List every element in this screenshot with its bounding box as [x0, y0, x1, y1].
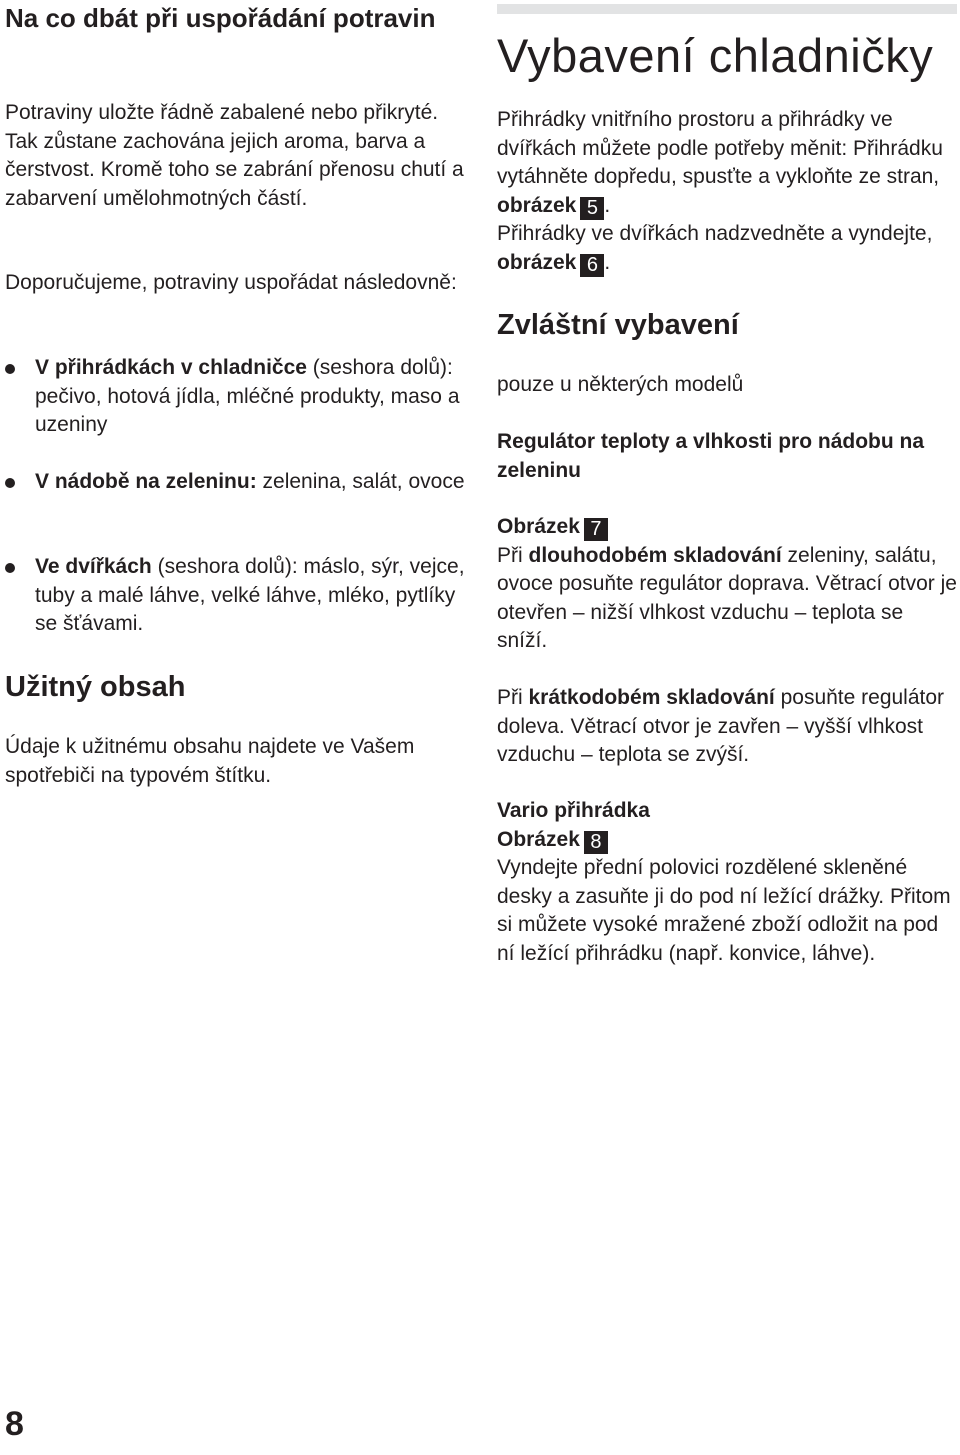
shelves-text: Přihrádky vnitřního prostoru a přihrádky ve dvířkách můžete podle potřeby měnit: Přihrádku vytáhněte dopředu, spusťte a vykloňte ze stran, obrázek 5 . — [497, 108, 943, 219]
figure-number-badge: 7 — [584, 518, 608, 541]
list-item — [5, 468, 475, 497]
bullet-text: (seshora dolů): pečivo, hotová jídla, mléčné produkty, maso a uzeniny — [35, 356, 460, 436]
figure-reference: obrázek — [497, 193, 577, 217]
regulator-long-storage: Obrázek 7 Při dlouhodobém skladování zeleniny, salátu, ovoce posuňte regulátor doprava. Větrací otvor je otevřen – nižší vlhkost vzduchu – teplota se sníží. — [497, 515, 957, 652]
figure-number-badge: 5 — [580, 197, 604, 220]
vario-heading: Vario přihrádka — [497, 799, 650, 822]
regulator-heading: Regulátor teploty a vlhkosti pro nádobu na zeleninu — [497, 430, 925, 482]
bullet-icon — [5, 364, 15, 374]
list-item — [5, 354, 475, 440]
bullet-bold-text: Ve dvířkách — [35, 555, 152, 578]
list-item — [5, 553, 475, 639]
special-note: pouze u některých modelů — [497, 373, 744, 396]
page-number: 8 — [5, 1405, 24, 1443]
bullet-icon — [5, 563, 15, 573]
section-heading-special: Zvláštní vybavení — [497, 309, 739, 341]
bullet-bold-text: V nádobě na zeleninu: — [35, 470, 257, 493]
section-heading-equipment: Vybavení chladničky — [497, 29, 934, 82]
figure-reference: Obrázek — [497, 515, 580, 538]
figure-number-badge: 6 — [580, 254, 604, 277]
figure-reference: Obrázek — [497, 827, 580, 851]
bullet-text: (seshora dolů): máslo, sýr, vejce, tuby a malé láhve, velké láhve, mléko, pytlíky se šťávami. — [35, 555, 465, 635]
vario-shelf-text: Vario přihrádka Obrázek 8 Vyndejte přední polovici rozdělené skleněné desky a zasuňte ji do pod ní ležící drážky. Přitom si můžete vysoké mražené zboží odložit na pod ní ležící přihrádku (např. konvice, láhve). — [497, 799, 951, 965]
storage-recommendation: Doporučujeme, potraviny uspořádat následovně: — [5, 271, 457, 294]
bullet-bold-text: V přihrádkách v chladničce — [35, 356, 307, 379]
bullet-icon — [5, 478, 15, 488]
storage-intro: Potraviny uložte řádně zabalené nebo přikryté. Tak zůstane zachována jejich aroma, barva a čerstvost. Kromě toho se zabrání přenosu chutí a zabarvení umělohmotných částí. — [5, 101, 464, 210]
section-heading-storage: Na co dbát při uspořádání potravin — [5, 3, 436, 33]
header-rule — [497, 4, 957, 14]
regulator-short-storage: Při krátkodobém skladování posuňte regulátor doleva. Větrací otvor je zavřen – vyšší vlhkost vzduchu – teplota se zvýší. — [497, 686, 945, 766]
door-shelves-text: Přihrádky ve dvířkách nadzvedněte a vyndejte, obrázek 6 . — [497, 222, 933, 276]
section-heading-capacity: Užitný obsah — [5, 671, 186, 703]
figure-reference: obrázek — [497, 250, 577, 274]
capacity-text: Údaje k užitnému obsahu najdete ve Vašem spotřebiči na typovém štítku. — [5, 735, 415, 787]
bullet-text: zelenina, salát, ovoce — [256, 470, 465, 493]
figure-number-badge: 8 — [584, 831, 608, 854]
